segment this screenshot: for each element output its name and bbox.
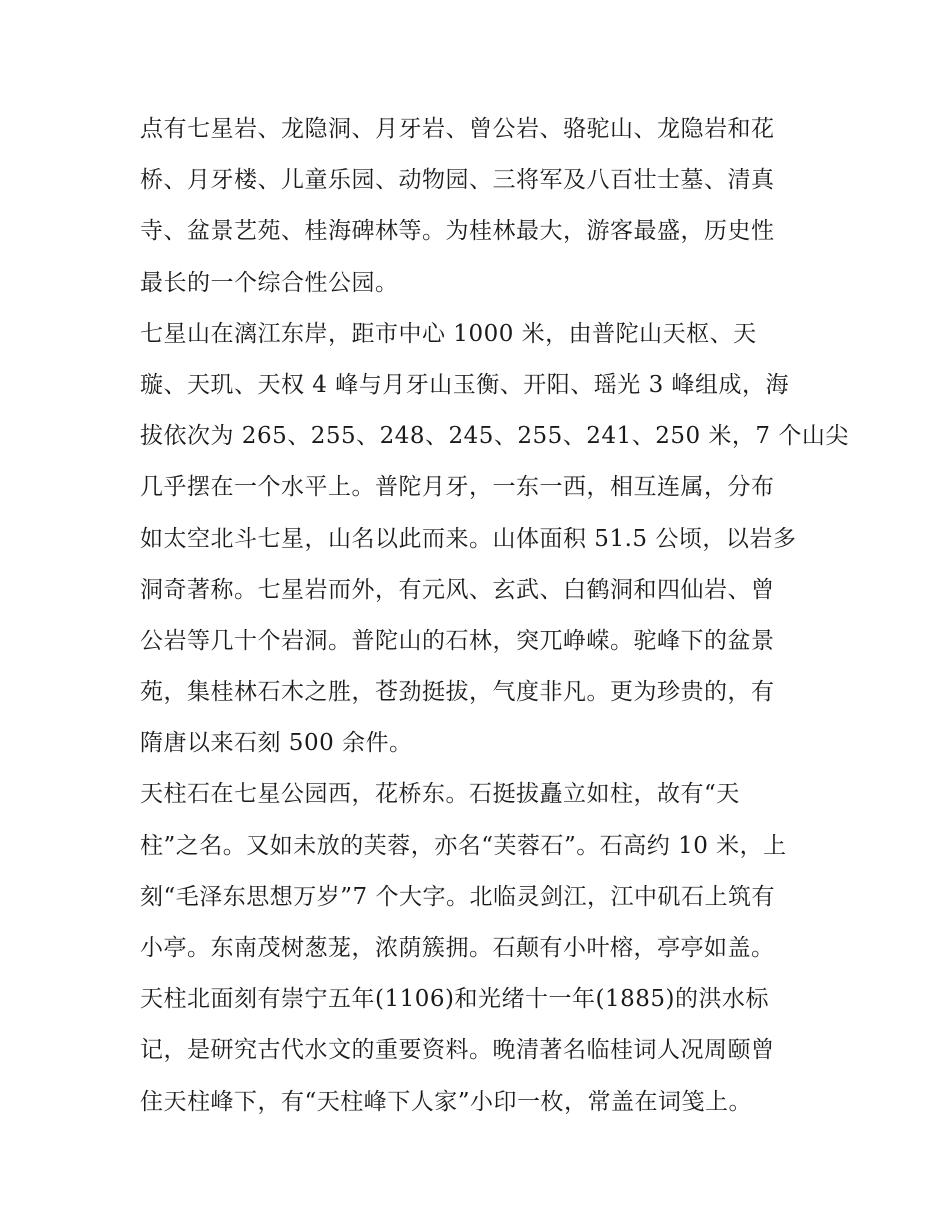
text-line: 天柱石在七星公园西，花桥东。石挺拔矗立如柱，故有“天 <box>140 781 740 808</box>
text-line: 桥、月牙楼、儿童乐园、动物园、三将军及八百壮士墓、清真 <box>140 167 775 194</box>
paragraph-qixing-mountain <box>140 309 849 770</box>
text-line: 公岩等几十个岩洞。普陀山的石林，突兀峥嵘。驼峰下的盆景 <box>140 627 775 654</box>
text-line: 记，是研究古代水文的重要资料。晚清著名临桂词人况周颐曾 <box>140 1037 775 1064</box>
text-line: 天柱北面刻有崇宁五年(1106)和光绪十一年(1885)的洪水标 <box>140 986 769 1013</box>
text-line: 如太空北斗七星，山名以此而来。山体面积 51.5 公顷，以岩多 <box>140 525 797 552</box>
text-line: 点有七星岩、龙隐洞、月牙岩、曾公岩、骆驼山、龙隐岩和花 <box>140 116 775 142</box>
text-line: 住天柱峰下，有“天柱峰下人家”小印一枚，常盖在词笺上。 <box>140 1088 753 1115</box>
paragraph-park-sights <box>140 104 820 309</box>
text-line: 柱”之名。又如未放的芙蓉，亦名“芙蓉石”。石高约 10 米，上 <box>140 832 787 859</box>
text-line: 刻“毛泽东思想万岁”7 个大字。北临灵剑江，江中矶石上筑有 <box>140 883 775 910</box>
text-line: 苑，集桂林石木之胜，苍劲挺拔，气度非凡。更为珍贵的，有 <box>140 679 775 706</box>
text-line: 七星山在漓江东岸，距市中心 1000 米，由普陀山天枢、天 <box>140 320 757 347</box>
text-line: 小亭。东南茂树葱茏，浓荫簇拥。石颠有小叶榕，亭亭如盖。 <box>140 935 775 961</box>
text-line: 洞奇著称。七星岩而外，有元风、玄武、白鹤洞和四仙岩、曾 <box>140 576 775 603</box>
text-line: 寺、盆景艺苑、桂海碑林等。为桂林最大，游客最盛，历史性 <box>140 218 775 245</box>
text-line: 几乎摆在一个水平上。普陀月牙，一东一西，相互连属，分布 <box>140 474 775 501</box>
paragraph-tianzhu-stone <box>140 769 820 1127</box>
text-line: 最长的一个综合性公园。 <box>140 269 399 296</box>
document-body <box>140 104 849 1128</box>
text-line: 拔依次为 265、255、248、245、255、241、250 米，7 个山尖 <box>140 423 849 450</box>
text-line: 隋唐以来石刻 500 余件。 <box>140 730 413 757</box>
text-line: 璇、天玑、天权 4 峰与月牙山玉衡、开阳、瑶光 3 峰组成，海 <box>140 371 790 398</box>
